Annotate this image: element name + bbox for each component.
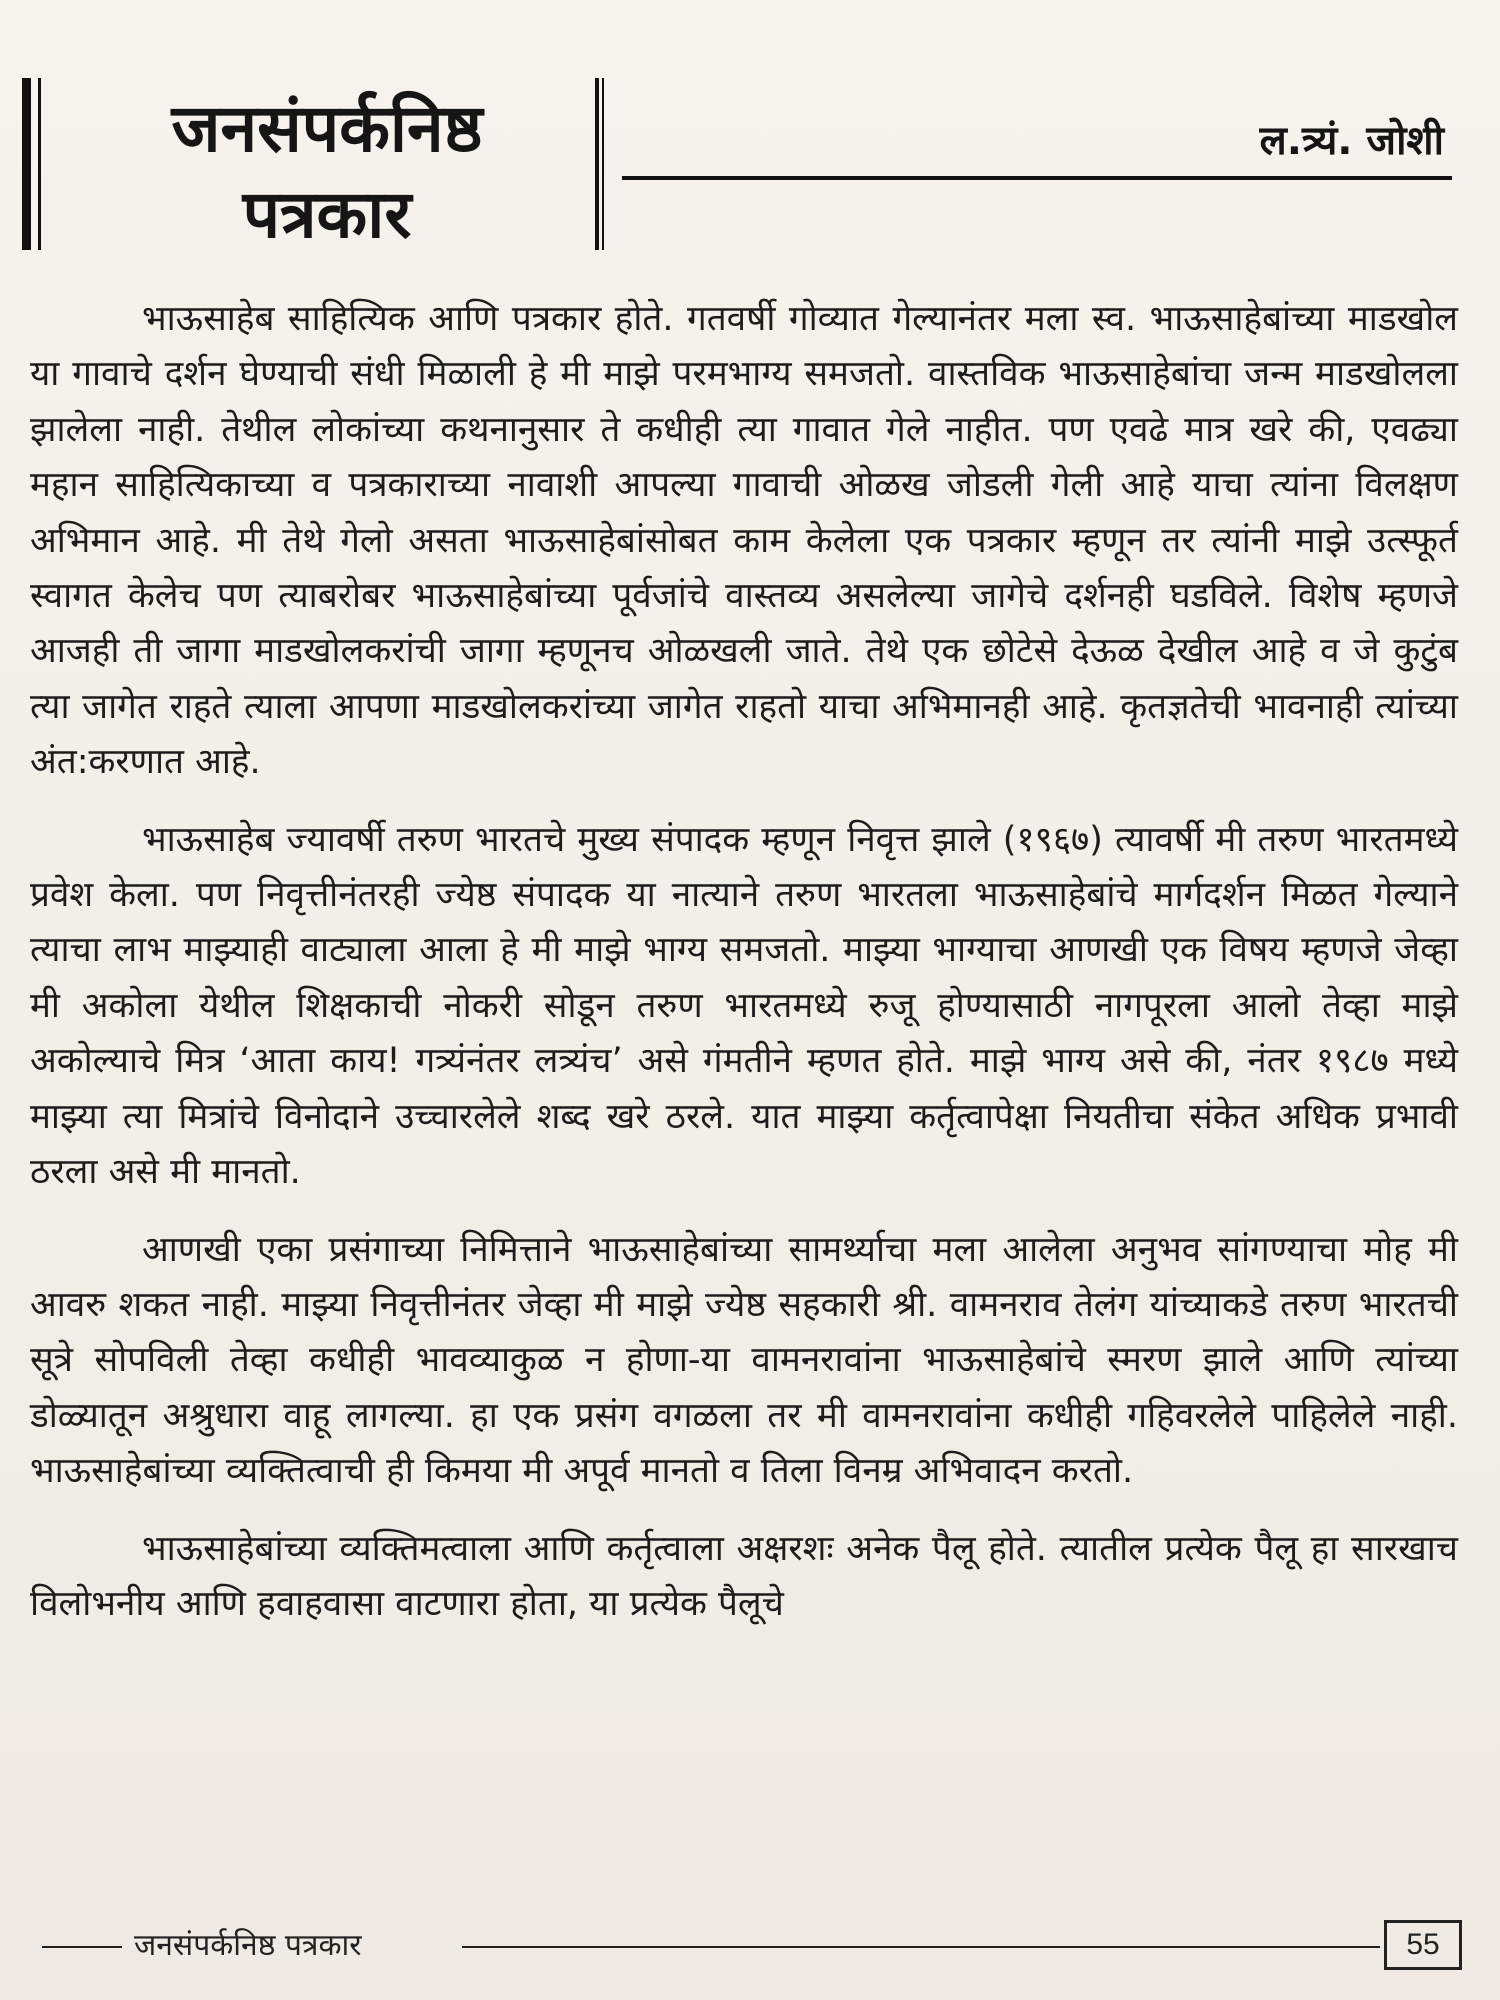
title-left-thin-bar [38, 78, 41, 250]
paragraph-4: भाऊसाहेबांच्या व्यक्तिमत्वाला आणि कर्तृत्वाला अक्षरशः अनेक पैलू होते. त्यातील प्रत्येक पैलू हा सारखाच विलोभनीय आणि हवाहवासा वाटणारा होता, या प्रत्येक पैलूचे [30, 1528, 1458, 1624]
paragraph-3: आणखी एका प्रसंगाच्या निमित्ताने भाऊसाहेबांच्या सामर्थ्याचा मला आलेला अनुभव सांगण्याचा मोह मी आवरु शकत नाही. माझ्या निवृत्तीनंतर जेव्हा मी माझे ज्येष्ठ सहकारी श्री. वामनराव तेलंग यांच्याकडे तरुण भारतची सूत्रे सोपविली तेव्हा कधीही भावव्याकुळ न होणा-या वामनरावांना भाऊसाहेबांचे स्मरण झाले आणि त्यांच्या डोळ्यातून अश्रुधारा वाहू लागल्या. हा एक प्रसंग वगळला तर मी वामनरावांना कधीही गहिवरलेले पाहिलेले नाही. भाऊसाहेबांच्या व्यक्तित्वाची ही किमया मी अपूर्व मानतो व तिला विनम्र अभिवादन करतो. [30, 1229, 1458, 1492]
footer-rule-right [462, 1946, 1380, 1948]
page-number: 55 [1384, 1920, 1462, 1970]
footer-rule-left [42, 1946, 122, 1948]
title-left-bar [22, 78, 31, 250]
paragraph-1: भाऊसाहेब साहित्यिक आणि पत्रकार होते. गतवर्षी गोव्यात गेल्यानंतर मला स्व. भाऊसाहेबांच्या माडखोल या गावाचे दर्शन घेण्याची संधी मिळाली हे मी माझे परमभाग्य समजतो. वास्तविक भाऊसाहेबांचा जन्म माडखोलला झालेला नाही. तेथील लोकांच्या कथनानुसार ते कधीही त्या गावात गेले नाहीत. पण एवढे मात्र खरे की, एवढ्या महान साहित्यिकाच्या व पत्रकाराच्या नावाशी आपल्या गावाची ओळख जोडली गेली आहे याचा त्यांना विलक्षण अभिमान आहे. मी तेथे गेलो असता भाऊसाहेबांसोबत काम केलेला एक पत्रकार म्हणून तर त्यांनी माझे उत्स्फूर्त स्वागत केलेच पण त्याबरोबर भाऊसाहेबांच्या पूर्वजांचे वास्तव्य असलेल्या जागेचे दर्शनही घडविले. विशेष म्हणजे आजही ती जागा माडखोलकरांची जागा म्हणूनच ओळखली जाते. तेथे एक छोटेसे देऊळ देखील आहे व जे कुटुंब त्या जागेत राहते त्याला आपणा माडखोलकरांच्या जागेत राहतो याचा अभिमानही आहे. कृतज्ञतेची भावनाही त्यांच्या अंत:करणात आहे. [30, 299, 1458, 783]
paragraph-2: भाऊसाहेब ज्यावर्षी तरुण भारतचे मुख्य संपादक म्हणून निवृत्त झाले (१९६७) त्यावर्षी मी तरुण भारतमध्ये प्रवेश केला. पण निवृत्तीनंतरही ज्येष्ठ संपादक या नात्याने तरुण भारतला भाऊसाहेबांचे मार्गदर्शन मिळत गेल्याने त्याचा लाभ माझ्याही वाट्याला आला हे मी माझे भाग्य समजतो. माझ्या भाग्याचा आणखी एक विषय म्हणजे जेव्हा मी अकोला येथील शिक्षकाची नोकरी सोडून तरुण भारतमध्ये रुजू होण्यासाठी नागपूरला आलो तेव्हा माझे अकोल्याचे मित्र ‘आता काय! गत्र्यंनंतर लत्र्यंच’ असे गंमतीने म्हणत होते. माझे भाग्य असे की, नंतर १९८७ मध्ये माझ्या त्या मित्रांचे विनोदाने उच्चारलेले शब्द खरे ठरले. यात माझ्या कर्तृत्वापेक्षा नियतीचा संकेत अधिक प्रभावी ठरला असे मी मानतो. [30, 819, 1458, 1193]
article-title [62, 86, 592, 258]
author-rule [622, 176, 1452, 180]
page-footer [22, 1920, 1474, 1976]
author-name: ल.त्र्यं. जोशी [1259, 118, 1444, 164]
article-title-line2: पत्रकार [242, 176, 412, 253]
article-body [30, 292, 1458, 1654]
title-right-bar [595, 78, 599, 250]
title-right-thin-bar [602, 78, 604, 250]
article-header [22, 78, 1452, 258]
running-title: जनसंपर्कनिष्ठ पत्रकार [134, 1928, 362, 1963]
article-title-line1: जनसंपर्कनिष्ठ [171, 90, 483, 167]
